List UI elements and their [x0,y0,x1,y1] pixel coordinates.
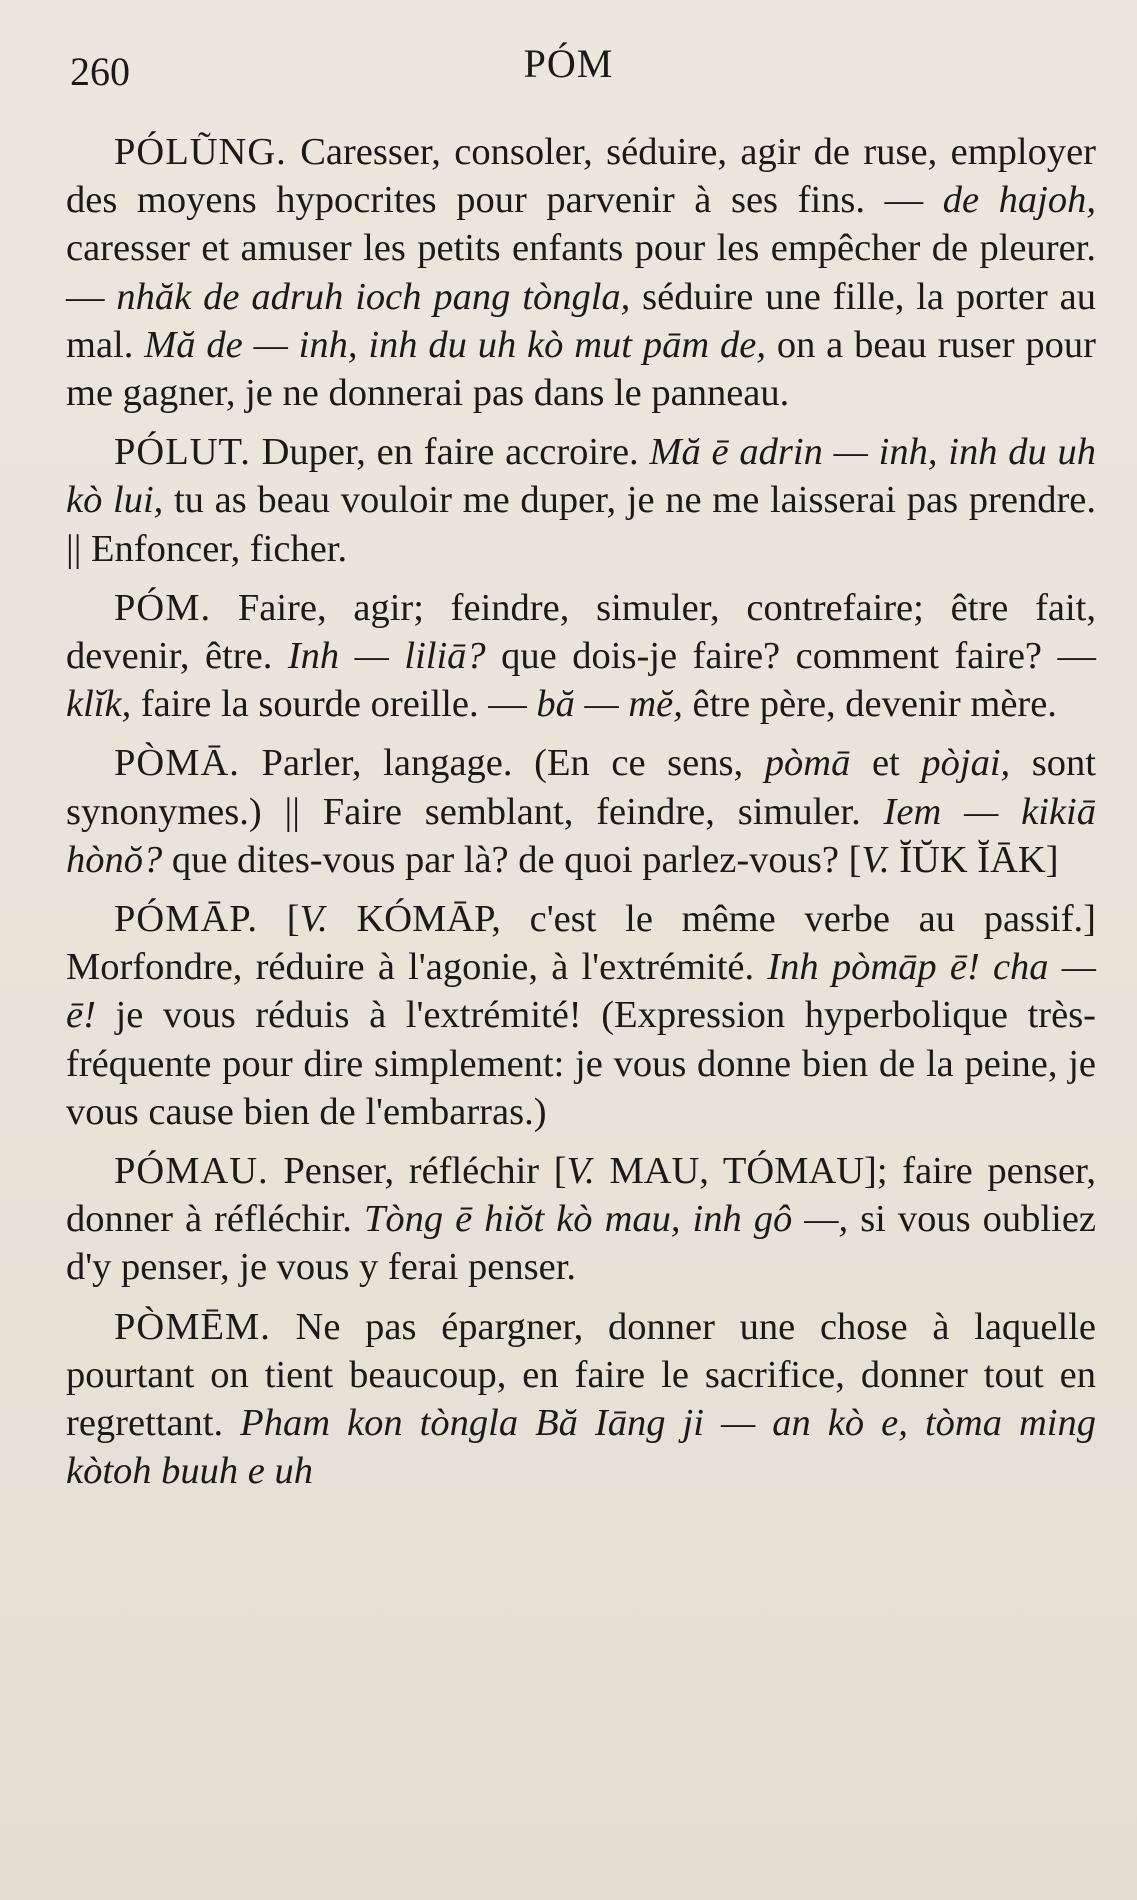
headword: PÓM. [114,586,212,629]
example-text: Inh pòmāp ē! cha — ē! [66,946,1096,1037]
example-text: Inh — liliā? [287,635,486,678]
entry-polut [66,428,1096,573]
example-text: V. [566,1150,595,1193]
headword: PÒMĀ. [114,742,240,785]
definition-text: je vous réduis à l'extrémité! (Expression hyperbolique très-fréquente pour dire simplement: je vous donne bien de la peine, je vous cause bien de l'embarras.) [66,994,1096,1133]
entry-pomau [66,1147,1096,1292]
definition-text: Parler, langage. (En ce sens, [239,742,765,785]
headword: PÓMAU. [114,1150,269,1193]
dictionary-entries [66,128,1096,1506]
example-text: Iem — kikiā hònŏ? [66,790,1097,881]
example-text: pòmā [764,742,851,785]
example-text: nhăk de adruh ioch pang tòngla, [116,275,631,318]
example-text: V. [861,838,890,881]
headword: PÓMĀP. [114,898,259,941]
example-text: V. [299,898,328,941]
example-text: Pham kon tòngla Bă Iāng ji — an kò e, tòma ming kòtoh buuh e uh [66,1402,1096,1493]
headword: PÓLUT. [114,431,251,474]
example-text: Mă de — inh, inh du uh kò mut pām de, [144,323,766,366]
example-text: pòjai, [921,742,1011,785]
definition-text: et [850,742,922,785]
definition-text: Faire, agir; feindre, simuler, contrefaire; être fait, devenir, être. [66,586,1096,678]
definition-text: MAU, TÓMAU]; faire penser, donner à réfléchir. [66,1150,1096,1241]
entry-pomem [66,1303,1096,1496]
definition-text: que dois-je faire? comment faire? — [485,635,1097,678]
definition-text: faire la sourde oreille. — [131,683,537,726]
definition-text: tu as beau vouloir me duper, je ne me laisserai pas prendre. || Enfoncer, ficher. [66,479,1096,570]
example-text: Mă ē adrin — inh, inh du uh kò lui, [66,431,1097,522]
definition-text: si vous oubliez d'y penser, je vous y ferai penser. [66,1198,1097,1289]
entry-polung [66,128,1096,417]
definition-text: Penser, réfléchir [ [268,1150,567,1193]
page-number: 260 [70,49,130,94]
example-text: klĭk, [66,683,132,726]
entry-pom [66,584,1096,729]
definition-text: KÓMĀP, c'est le même verbe au passif.] Morfondre, réduire à l'agonie, à l'extrémité. [66,898,1096,989]
definition-text: on a beau ruser pour me gagner, je ne donnerai pas dans le panneau. [66,323,1097,415]
example-text: bă — mĕ, [536,683,683,726]
definition-text: [ [258,898,300,941]
headword: PÓLŨNG. [114,131,287,173]
definition-text: Caresser, consoler, séduire, agir de ruse, employer des moyens hypocrites pour parvenir à ses fins. — [66,131,1096,222]
definition-text: que dites-vous par là? de quoi parlez-vous? [ [162,838,862,881]
definition-text: Duper, en faire accroire. [250,431,650,474]
definition-text: sont synonymes.) || Faire semblant, feindre, simuler. [66,742,1096,833]
definition-text: Ne pas épargner, donner une chose à laquelle pourtant on tient beaucoup, en faire le sacrifice, donner tout en regrettant. [66,1305,1096,1445]
headword: PÒMĒM. [114,1305,271,1348]
example-text: Tòng ē hiŏt kò mau, inh gô —, [363,1198,849,1241]
definition-text: séduire une fille, la porter au mal. [66,275,1097,366]
entry-pomap [66,895,1096,1136]
definition-text: caresser et amuser les petits enfants pour les empêcher de pleurer. — [66,227,1096,318]
definition-text: être père, devenir mère. [682,683,1057,726]
page-header [70,40,1067,100]
definition-text: ĬŬK ĬĀK] [889,838,1059,881]
entry-poma [66,739,1096,884]
example-text: de hajoh, [942,179,1096,222]
running-head: PÓM [523,41,614,86]
